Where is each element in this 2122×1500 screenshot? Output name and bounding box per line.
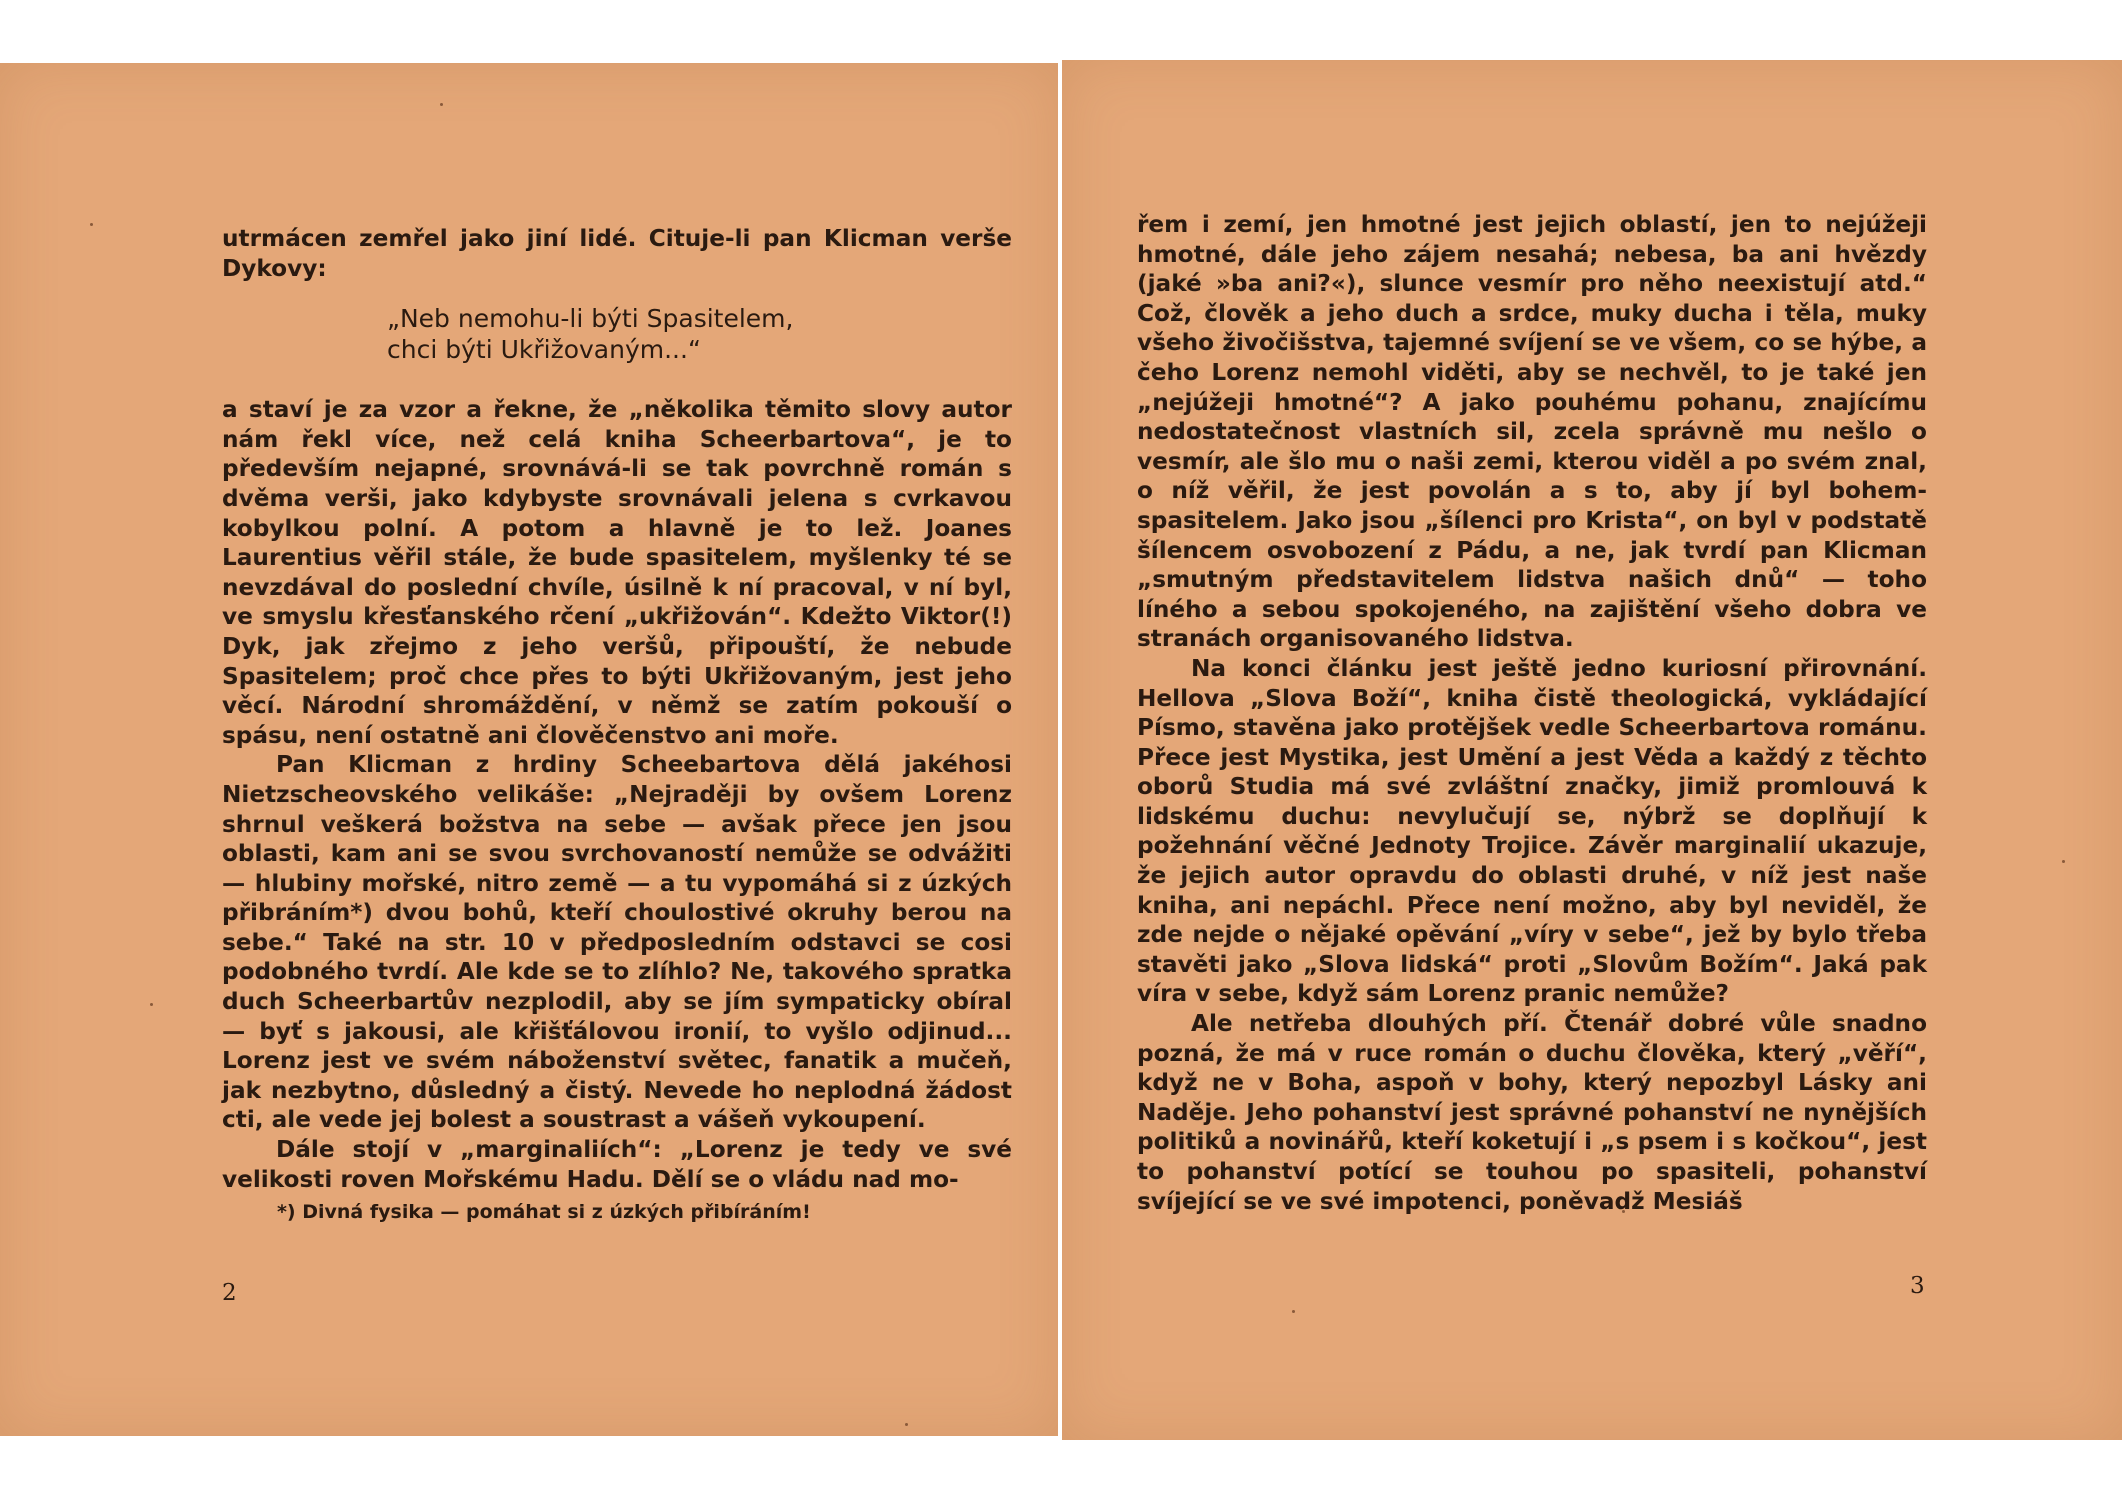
paper-speck <box>2062 860 2065 863</box>
left-paragraph-1: utrmácen zemřel jako jiní lidé. Cituje-li pan Klicman verše Dykovy: <box>222 225 1012 282</box>
page-number-right: 3 <box>1910 1273 1925 1299</box>
left-paragraph-4: Dále stojí v „marginaliích“: „Lorenz je tedy ve své velikosti roven Mořskému Hadu. Dělí se o vládu nad mo- <box>222 1136 1012 1193</box>
page-number-left: 2 <box>222 1280 237 1306</box>
left-page-text <box>222 224 1012 1224</box>
footnote: *) Divná fysika — pomáhat si z úzkých přibíráním! <box>277 1201 811 1224</box>
right-page-text <box>1137 210 1927 1216</box>
paper-speck <box>1292 1310 1295 1313</box>
right-paragraph-3: Ale netřeba dlouhých pří. Čtenář dobré vůle snadno pozná, že má v ruce román o duchu člověka, který „věří“, když ne v Boha, aspoň v bohy, který nepozbyl Lásky ani Naděje. Jeho pohanství jest správné pohanství ne nynějších politiků a novinářů, kteří koketují i „s psem i s kočkou“, jest to pohanství potící se touhou po spasiteli, pohanství svíjející se ve své impotenci, poněvadž Mesiáš <box>1137 1010 1927 1215</box>
right-paragraph-1: řem i zemí, jen hmotné jest jejich oblastí, jen to nejúžeji hmotné, dále jeho zájem nesahá; nebesa, ba ani hvězdy (jaké »ba ani?«), slunce vesmír pro něho neexistují atd.“ Což, člověk a jeho duch a srdce, muky ducha i těla, muky všeho živočišstva, tajemné svíjení se ve všem, co se hýbe, a čeho Lorenz nemohl viděti, aby se nechvěl, to je také jen „nejúžeji hmotné“? A jako pouhému pohanu, znajícímu nedostatečnost vlastních sil, zcela správně mu nešlo o vesmír, ale šlo mu o naši zemi, kterou viděl a po svém znal, o níž věřil, že jest povolán a s to, aby jí byl bohem-spasitelem. Jako jsou „šílenci pro Krista“, on byl v podstatě šílencem osvobození z Pádu, a ne, jak tvrdí pan Klicman „smutným představitelem lidstva našich dnů“ — toho líného a sebou spokojeného, na zajištění všeho dobra ve stranách organisovaného lidstva. <box>1137 211 1927 653</box>
left-paragraph-2: a staví je za vzor a řekne, že „několika těmito slovy autor nám řekl více, než celá kniha Scheerbartova“, je to především nejapné, srovnává-li se tak povrchně román s dvěma verši, jako kdybyste srovnávali jelena s cvrkavou kobylkou polní. A potom a hlavně je to lež. Joanes Laurentius věřil stále, že bude spasitelem, myšlenky té se nevzdával do poslední chvíle, úsilně k ní pracoval, v ní byl, ve smyslu křesťanského rčení „ukřižován“. Kdežto Viktor(!) Dyk, jak zřejmo z jeho veršů, připouští, že nebude Spasitelem; proč chce přes to býti Ukřižovaným, jest jeho věcí. Národní shromáždění, v němž se zatím pokouší o spásu, není ostatně ani člověčenstvo ani moře. <box>222 396 1012 749</box>
paper-speck <box>90 223 93 226</box>
paper-speck <box>440 103 443 106</box>
verse-quote-line-2: chci býti Ukřižovaným...“ <box>387 335 701 365</box>
right-paragraph-2: Na konci článku jest ještě jedno kuriosní přirovnání. Hellova „Slova Boží“, kniha čistě theologická, vykládající Písmo, stavěna jako protějšek vedle Scheerbartova románu. Přece jest Mystika, jest Umění a jest Věda a každý z těchto oborů Studia má své zvláštní značky, jimiž promlouvá k lidskému duchu: nevylučují se, nýbrž se doplňují k požehnání věčné Jednoty Trojice. Závěr marginalií ukazuje, že jejich autor opravdu do oblasti druhé, v níž jest naše kniha, ani nepáchl. Přece není možno, aby byl neviděl, že zde nejde o nějaké opěvání „víry v sebe“, jež by bylo třeba stavěti jako „Slova lidská“ proti „Slovům Božím“. Jaká pak víra v sebe, když sám Lorenz pranic nemůže? <box>1137 654 1927 1008</box>
paper-speck <box>905 1423 908 1426</box>
paper-speck <box>150 1003 153 1006</box>
verse-quote-line-1: „Neb nemohu-li býti Spasitelem, <box>387 304 794 334</box>
left-paragraph-3: Pan Klicman z hrdiny Scheebartova dělá jakéhosi Nietzscheovského velikáše: „Nejraději by ovšem Lorenz shrnul veškerá božstva na sebe — avšak přece jen jsou oblasti, kam ani se svou svrchovaností nemůže se odvážiti — hlubiny mořské, nitro země — a tu vypomáhá si z úzkých přibráním*) dvou bohů, kteří choulostivé okruhy berou na sebe.“ Také na str. 10 v předposledním odstavci se cosi podobného tvrdí. Ale kde se to zlíhlo? Ne, takového spratka duch Scheerbartův nezplodil, aby se jím sympaticky obíral — byť s jakousi, ale křišťálovou ironií, to vyšlo odjinud... Lorenz jest ve svém náboženství světec, fanatik a mučeň, jak nezbytno, důsledný a čistý. Nevede ho neplodná žádost cti, ale vede jej bolest a soustrast a vášeň vykoupení. <box>222 751 1012 1134</box>
